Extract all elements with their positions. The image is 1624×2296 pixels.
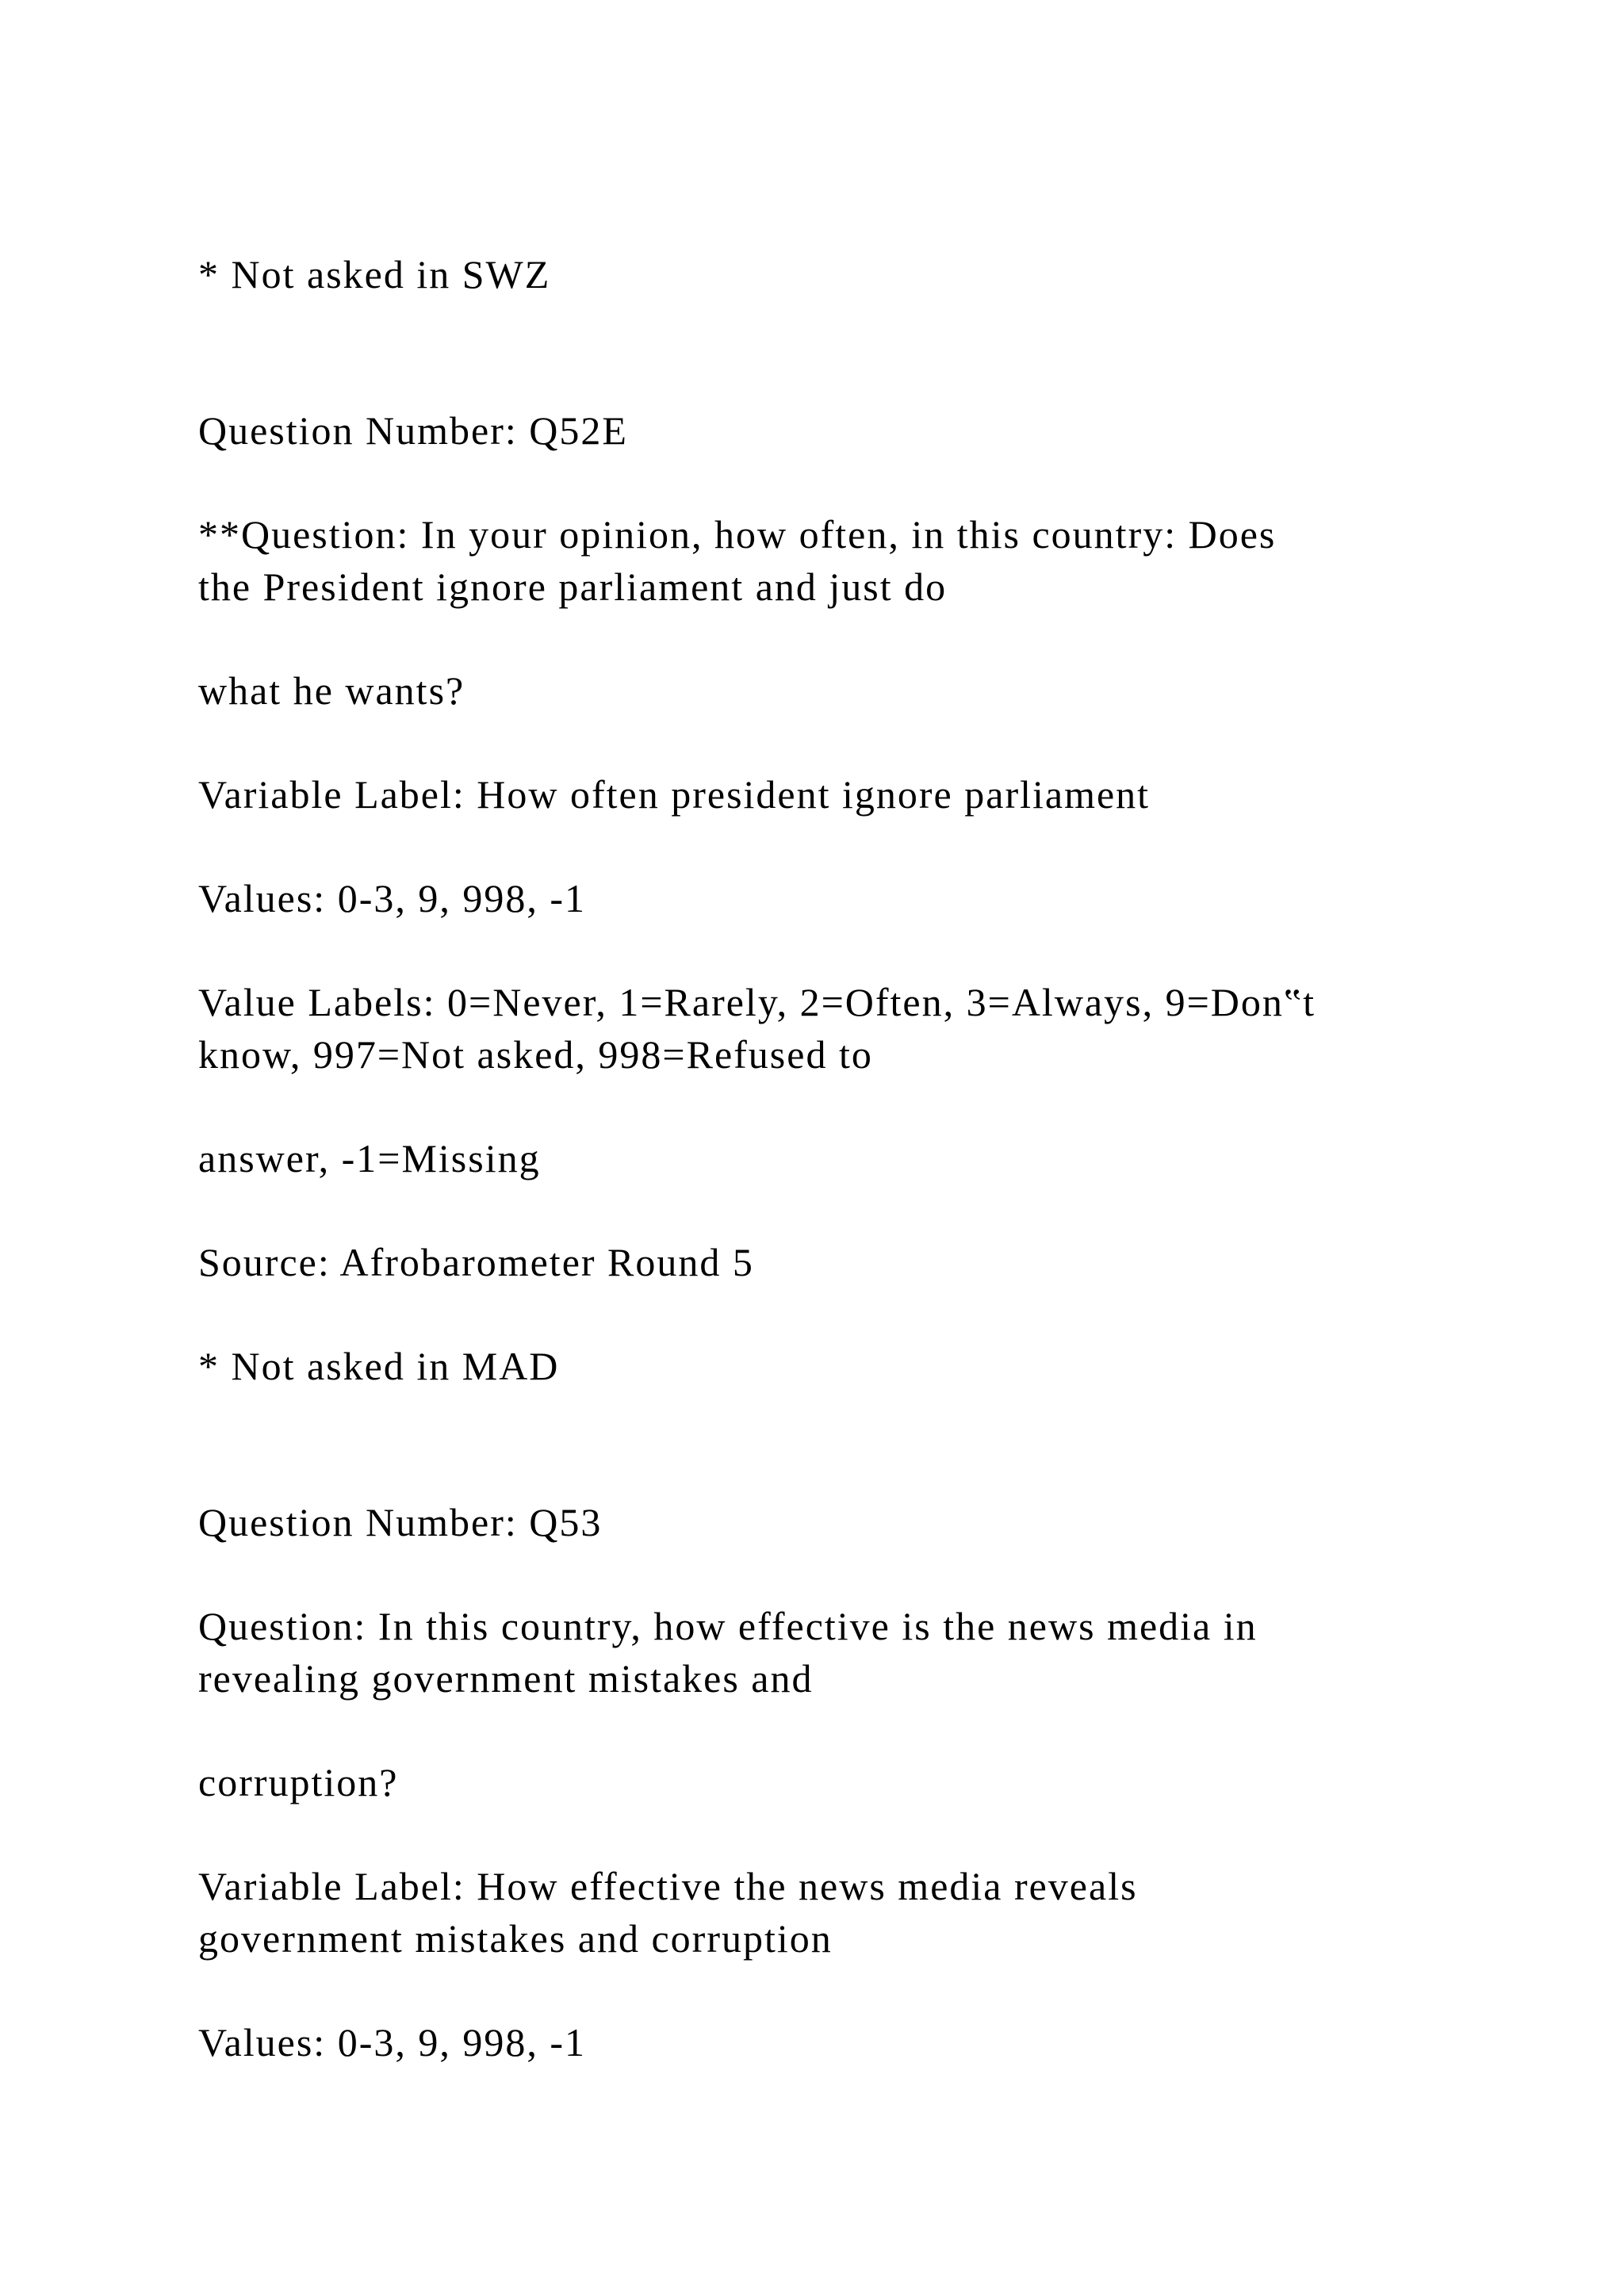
note-not-asked-mad: * Not asked in MAD (198, 1344, 560, 1388)
question-text-line-3: what he wants? (198, 668, 465, 713)
variable-label-q53-line-1: Variable Label: How effective the news media reveals (198, 1864, 1138, 1908)
question-text-line-2: the President ignore parliament and just do (198, 564, 948, 609)
variable-label-q53-line-2: government mistakes and corruption (198, 1916, 833, 1961)
note-not-asked-swz: * Not asked in SWZ (198, 252, 551, 297)
question-number-q52e: Question Number: Q52E (198, 408, 628, 453)
question-q53-line-1: Question: In this country, how effective is the news media in (198, 1604, 1258, 1648)
value-labels-line-2: know, 997=Not asked, 998=Refused to (198, 1032, 873, 1077)
value-labels-line-3: answer, -1=Missing (198, 1136, 541, 1181)
value-labels-line-1: Value Labels: 0=Never, 1=Rarely, 2=Often, 3=Always, 9=Don‟t (198, 980, 1316, 1024)
variable-label-q52e: Variable Label: How often president ignore parliament (198, 772, 1151, 817)
question-q53-line-2: revealing government mistakes and (198, 1656, 814, 1701)
values-q52e: Values: 0-3, 9, 998, -1 (198, 876, 586, 920)
question-number-q53: Question Number: Q53 (198, 1500, 603, 1544)
question-q53-line-3: corruption? (198, 1760, 399, 1804)
source-line: Source: Afrobarometer Round 5 (198, 1240, 754, 1284)
question-text-line-1: **Question: In your opinion, how often, in this country: Does (198, 512, 1277, 557)
values-q53: Values: 0-3, 9, 998, -1 (198, 2020, 586, 2064)
